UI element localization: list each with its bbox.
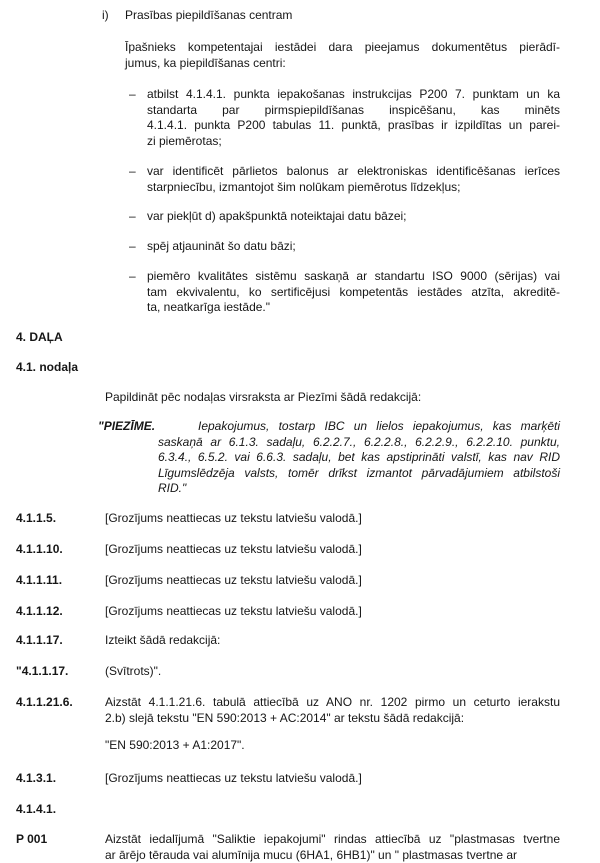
amendment-text: Aizstāt 4.1.1.21.6. tabulā attiecībā uz ANO nr. 1202 pirmo un ceturto ierakstu xyxy=(105,695,560,709)
bullet-item-3 xyxy=(129,209,560,225)
amendment-label: "4.1.1.17. xyxy=(16,664,69,678)
amendment-text: [Grozījums neattiecas uz tekstu latviešu valodā.] xyxy=(105,604,362,618)
bullet-line: 4.1.4.1. punkta P200 tabulas 11. punktā, prasības ir izpildītas un parei- xyxy=(147,118,560,132)
bullet-line: spēj atjaunināt šo datu bāzi; xyxy=(147,239,296,253)
dash-bullet-icon: – xyxy=(129,269,136,283)
note-line: Iepakojumus, tostarp IBC un lielos iepakojumus, kas marķēti xyxy=(198,419,560,433)
bullet-item-1 xyxy=(129,87,560,149)
dash-bullet-icon: – xyxy=(129,164,136,178)
amendment-text: ar ārējo tērauda vai alumīnija mucu (6HA1, 6HB1)" un " plastmasas tvertne ar xyxy=(105,847,518,862)
dash-bullet-icon: – xyxy=(129,87,136,101)
note-piezime xyxy=(98,419,560,497)
bullet-line: zi piemērotas; xyxy=(147,133,222,148)
amendment-text: [Grozījums neattiecas uz tekstu latviešu valodā.] xyxy=(105,511,362,525)
amendment-text: Aizstāt iedalījumā "Saliktie iepakojumi" rindas attiecībā uz "plastmasas tvertne xyxy=(105,832,560,846)
amendment-label: 4.1.1.21.6. xyxy=(16,695,73,709)
bullet-line: standarta par pirmspiepildīšanas inspicēšanu, kas minēts xyxy=(147,102,560,117)
bullet-item-4 xyxy=(129,239,560,255)
dash-bullet-icon: – xyxy=(129,239,136,253)
bullet-line: ta, neatkarīga iestāde." xyxy=(147,300,271,314)
amendment-label: 4.1.1.17. xyxy=(16,633,63,647)
amendment-label: 4.1.1.12. xyxy=(16,604,63,618)
note-piezime-label: "PIEZĪME. xyxy=(98,419,156,433)
amendment-text: [Grozījums neattiecas uz tekstu latviešu valodā.] xyxy=(105,573,362,587)
note-line: 6.3.4., 6.5.2. vai 6.6.3. sadaļu, bet kas apstiprināti valstī, kas nav RID xyxy=(158,450,560,464)
amendment-text: 2.b) slejā tekstu "EN 590:2013 + AC:2014" ar tekstu šādā redakcijā: xyxy=(105,710,465,725)
bullet-line: var piekļūt d) apakšpunktā noteiktajai datu bāzei; xyxy=(147,209,407,223)
amendment-text: Izteikt šādā redakcijā: xyxy=(105,633,221,647)
part-heading: 4. DAĻA xyxy=(16,330,63,344)
bullet-item-5 xyxy=(129,269,560,316)
amendment-4-1-3-1 xyxy=(16,771,560,787)
note-line: saskaņā ar 6.1.3. sadaļu, 6.2.2.7., 6.2.2.8., 6.2.2.9., 6.2.2.10. punktu, xyxy=(158,434,560,449)
bullet-line: tam ekvivalentu, ko sertificējusi kompetentās iestādes atzīta, akreditē- xyxy=(147,284,560,299)
amendment-4-1-1-17 xyxy=(16,633,560,649)
amendment-text: [Grozījums neattiecas uz tekstu latviešu valodā.] xyxy=(105,542,362,556)
bullet-line: starpniecību, izmantojot šim nolūkam piemērotus līdzekļus; xyxy=(147,179,461,194)
clause-i xyxy=(102,8,560,24)
paragraph-line: Īpašnieks kompetentajai iestādei dara pieejamus dokumentētus pierādī- xyxy=(125,40,560,54)
clause-i-paragraph xyxy=(125,40,560,71)
amendment-4-1-1-12 xyxy=(16,604,560,620)
amendment-label: 4.1.1.11. xyxy=(16,573,63,587)
amendment-label: P 001 xyxy=(16,832,48,846)
amendment-label: 4.1.1.5. xyxy=(16,511,57,525)
bullet-line: atbilst 4.1.4.1. punkta iepakošanas instrukcijas P200 7. punktam un ka xyxy=(147,87,560,101)
clause-i-title: Prasības piepildīšanas centram xyxy=(125,8,293,22)
amendment-text: [Grozījums neattiecas uz tekstu latviešu valodā.] xyxy=(105,771,362,785)
amendment-4-1-1-10 xyxy=(16,542,560,558)
chapter-heading: 4.1. nodaļa xyxy=(16,360,79,374)
note-line: RID." xyxy=(158,481,187,495)
amendment-4-1-1-5 xyxy=(16,511,560,527)
bullet-line: var identificēt pārlietos balonus ar elektroniskas identificēšanas ierīces xyxy=(147,164,560,178)
note-line: Līgumslēdzēja valsts, tomēr drīkst izmantot pārvadājumiem atbilstoši xyxy=(158,465,560,480)
note-intro: Papildināt pēc nodaļas virsraksta ar Piezīmi šādā redakcijā: xyxy=(105,390,422,404)
clause-i-label: i) xyxy=(102,8,109,22)
dash-bullet-icon: – xyxy=(129,209,136,223)
bullet-item-2 xyxy=(129,164,560,195)
amendment-text: (Svītrots)". xyxy=(105,664,162,678)
bullet-line: piemēro kvalitātes sistēmu saskaņā ar standartu ISO 9000 (sērijas) vai xyxy=(147,269,560,283)
paragraph-line: jumus, ka piepildīšanas centri: xyxy=(125,55,286,70)
amendment-4-1-1-17-quoted xyxy=(16,664,560,680)
amendment-label: 4.1.1.10. xyxy=(16,542,63,556)
amendment-label: 4.1.3.1. xyxy=(16,771,57,785)
amendment-p-001 xyxy=(16,832,560,863)
amendment-4-1-1-21-6 xyxy=(16,695,560,726)
en-standard-line: "EN 590:2013 + A1:2017". xyxy=(105,738,245,752)
amendment-label: 4.1.4.1. xyxy=(16,802,57,816)
amendment-4-1-1-11 xyxy=(16,573,560,589)
